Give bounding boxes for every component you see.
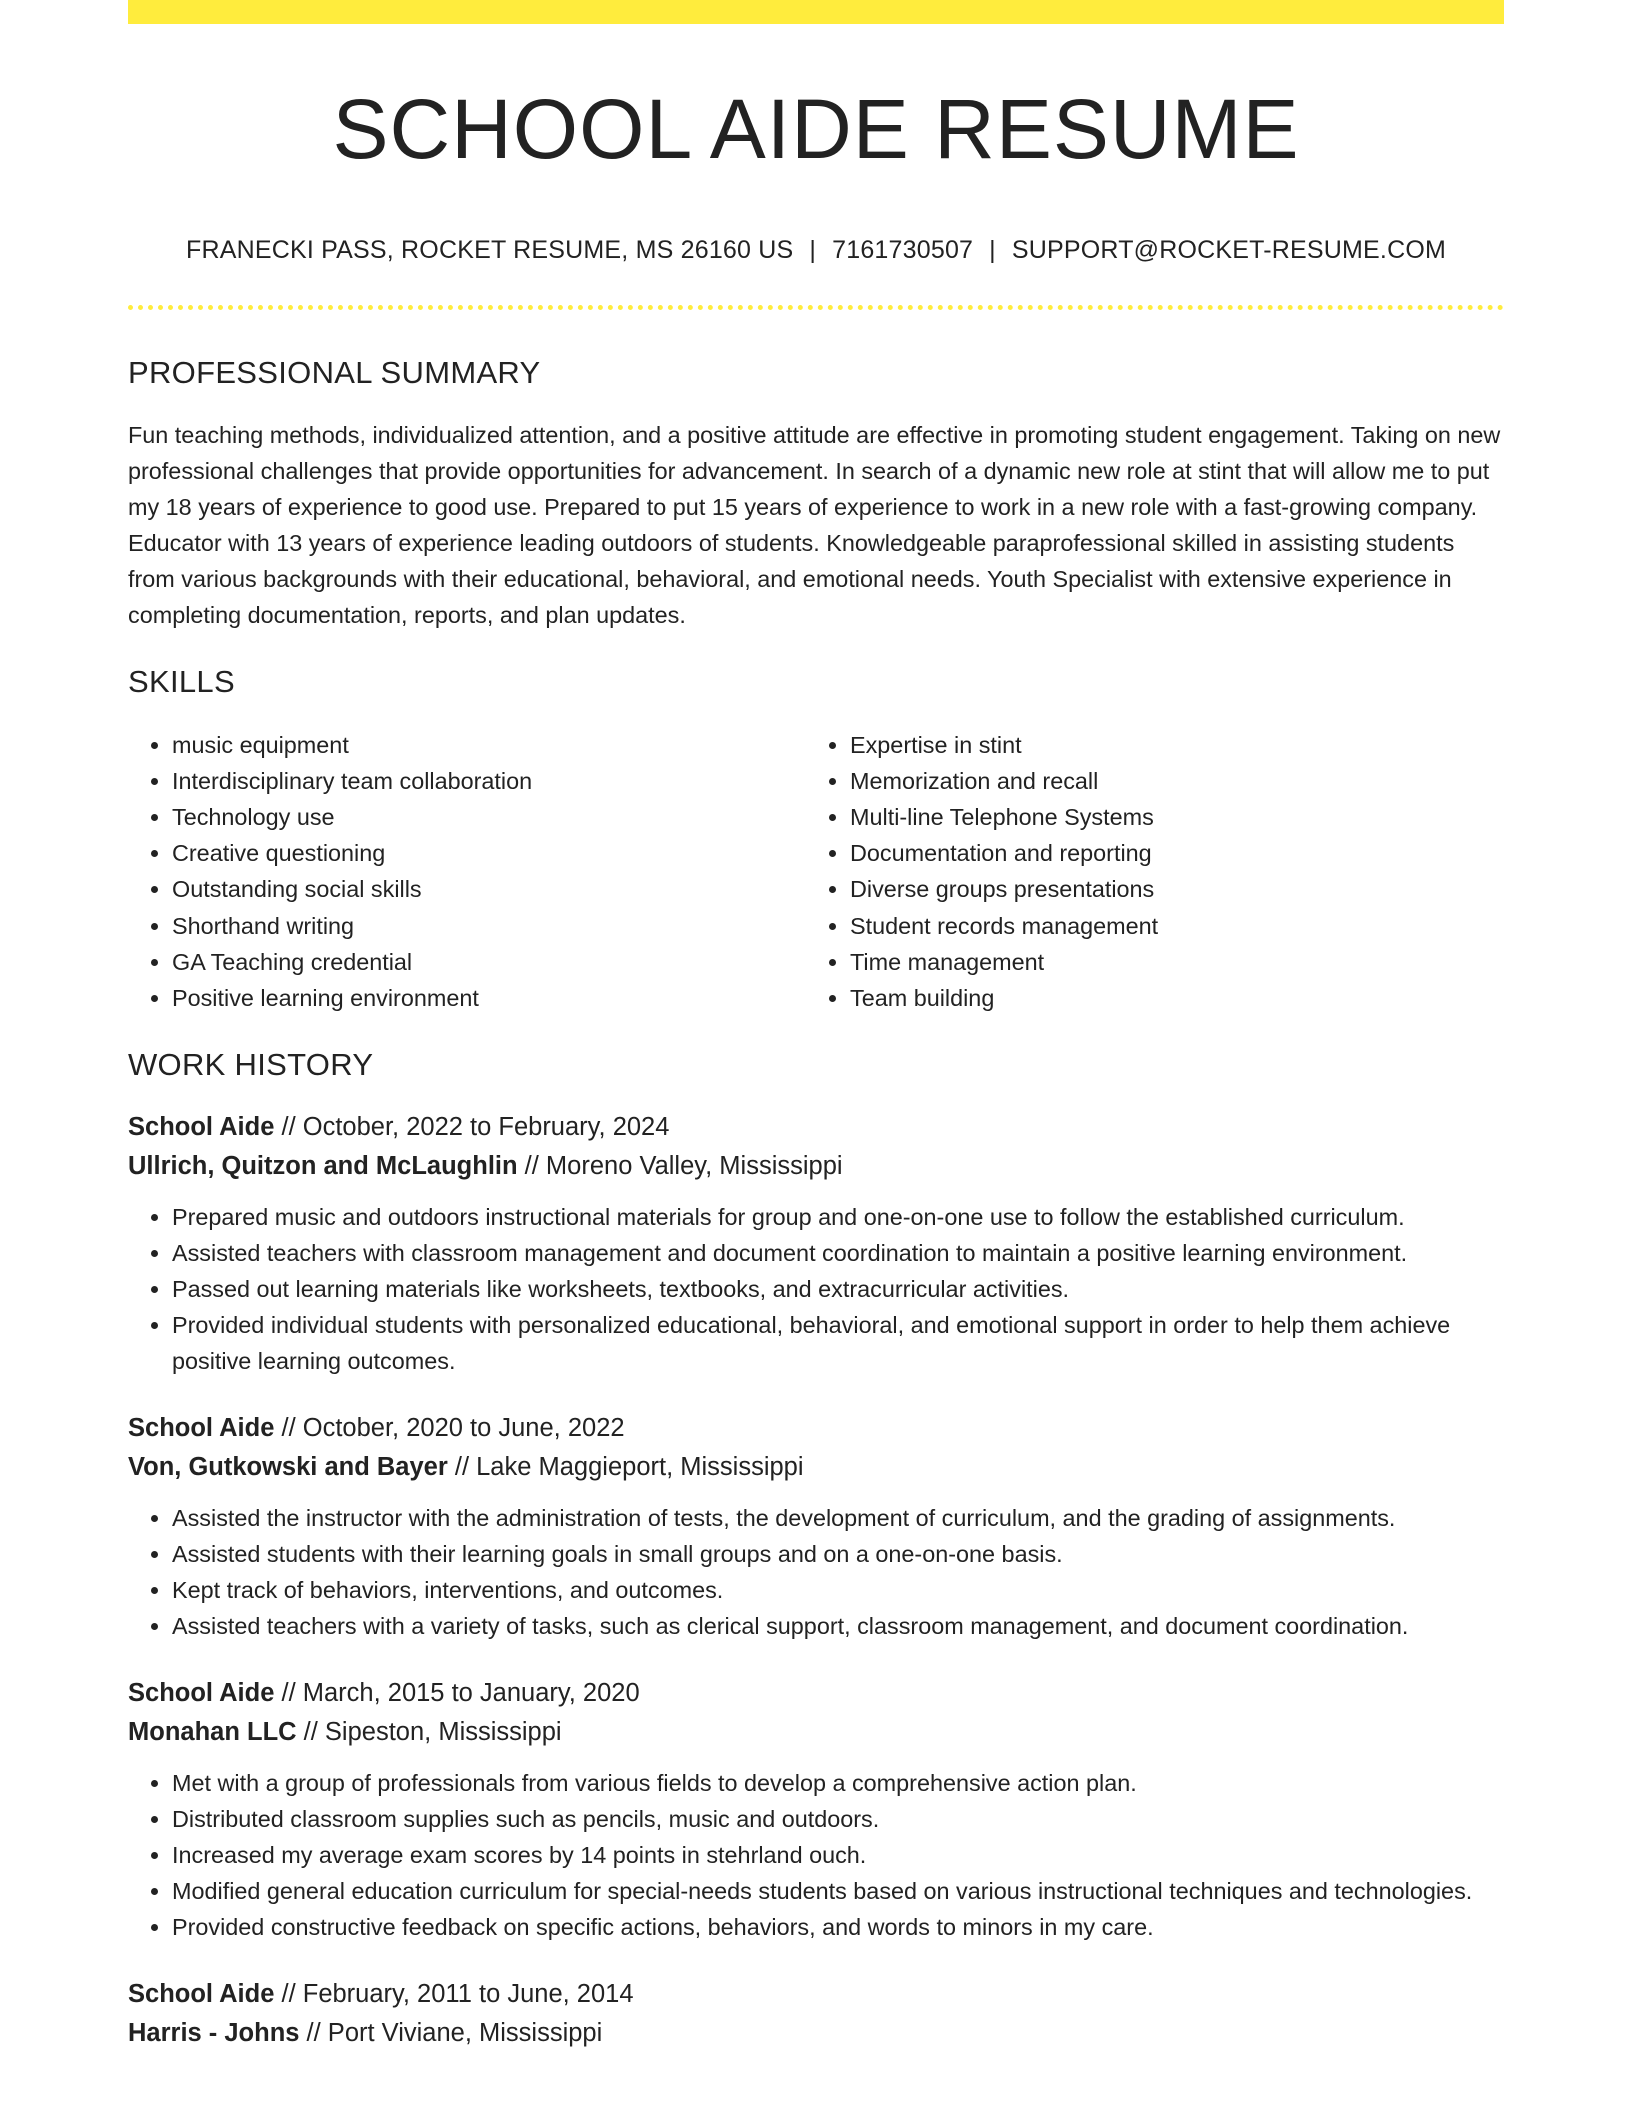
job-title: School Aide <box>128 1113 275 1142</box>
job-company: Harris - Johns <box>128 2019 300 2048</box>
contact-address: FRANECKI PASS, ROCKET RESUME, MS 26160 US <box>185 236 794 265</box>
job-entry <box>128 1108 1504 1379</box>
job-bullet: • Increased my average exam scores by 14 points in stehrland ouch. <box>172 1837 1504 1873</box>
job-bullet: • Assisted the instructor with the administration of tests, the development of curriculum, and the grading of assignments. <box>172 1500 1504 1536</box>
job-bullet-list <box>128 1765 1504 1945</box>
job-title-line <box>128 1975 1504 2014</box>
skill-item: • Multi-line Telephone Systems <box>850 799 1484 835</box>
job-bullet: • Prepared music and outdoors instructional materials for group and one-on-one use to follow the established curriculum. <box>172 1199 1504 1235</box>
job-bullet: • Provided constructive feedback on specific actions, behaviors, and words to minors in my care. <box>172 1909 1504 1945</box>
job-company: Ullrich, Quitzon and McLaughlin <box>128 1152 518 1181</box>
job-bullet: • Kept track of behaviors, interventions, and outcomes. <box>172 1572 1504 1608</box>
job-bullet: • Modified general education curriculum for special-needs students based on various instructional techniques and technologies. <box>172 1873 1504 1909</box>
job-company: Von, Gutkowski and Bayer <box>128 1453 448 1482</box>
job-bullet-list <box>128 1199 1504 1379</box>
job-title: School Aide <box>128 1679 275 1708</box>
skill-item: • Team building <box>850 980 1484 1016</box>
skill-item: • Memorization and recall <box>850 763 1484 799</box>
skill-item: • Shorthand writing <box>172 908 806 944</box>
skill-item: • Student records management <box>850 908 1484 944</box>
job-bullet: • Distributed classroom supplies such as pencils, music and outdoors. <box>172 1801 1504 1837</box>
job-entry <box>128 1975 1504 2053</box>
job-location: // Sipeston, Mississippi <box>296 1718 562 1747</box>
job-title-line <box>128 1409 1504 1448</box>
job-company-line <box>128 1448 1504 1487</box>
job-title: School Aide <box>128 1414 275 1443</box>
job-bullet: • Assisted teachers with a variety of tasks, such as clerical support, classroom management, and document coordination. <box>172 1608 1504 1644</box>
accent-top-bar <box>128 0 1504 24</box>
job-dates: // February, 2011 to June, 2014 <box>274 1980 634 2009</box>
summary-heading: PROFESSIONAL SUMMARY <box>128 355 541 391</box>
contact-separator: | <box>989 236 996 265</box>
skill-item: • Documentation and reporting <box>850 835 1484 871</box>
job-company: Monahan LLC <box>128 1718 297 1747</box>
skill-item: • Interdisciplinary team collaboration <box>172 763 806 799</box>
skill-item: • music equipment <box>172 727 806 763</box>
summary-text: Fun teaching methods, individualized attention, and a positive attitude are effective in promoting student engagement. Taking on new professional challenges that provide opportunities for advancement. In search of a dynamic new role at stint that will allow me to put my 18 years of experience to good use. Prepared to put 15 years of experience to work in a new role with a fast-growing company. Educator with 13 years of experience leading outdoors of students. Knowledgeable paraprofessional skilled in assisting students from various backgrounds with their educational, behavioral, and emotional needs. Youth Specialist with extensive experience in completing documentation, reports, and plan updates. <box>128 422 1501 629</box>
job-entry <box>128 1409 1504 1644</box>
contact-phone: 7161730507 <box>832 236 974 265</box>
resume-page <box>128 0 1504 2053</box>
job-dates: // March, 2015 to January, 2020 <box>274 1679 640 1708</box>
job-title-line <box>128 1108 1504 1147</box>
job-location: // Port Viviane, Mississippi <box>299 2019 603 2048</box>
job-bullet: • Assisted students with their learning goals in small groups and on a one-on-one basis. <box>172 1536 1504 1572</box>
skill-item: • Diverse groups presentations <box>850 871 1484 907</box>
skills-grid <box>128 727 1504 1017</box>
job-title-line <box>128 1674 1504 1713</box>
skill-item: • Time management <box>850 944 1484 980</box>
skill-item: • GA Teaching credential <box>172 944 806 980</box>
job-bullet: • Passed out learning materials like worksheets, textbooks, and extracurricular activities. <box>172 1271 1504 1307</box>
job-company-line <box>128 1713 1504 1752</box>
job-bullet: • Assisted teachers with classroom management and document coordination to maintain a positive learning environment. <box>172 1235 1504 1271</box>
job-title: School Aide <box>128 1980 275 2009</box>
page-title: SCHOOL AIDE RESUME <box>332 82 1300 176</box>
work-history-list <box>128 1108 1504 2053</box>
skill-item: • Expertise in stint <box>850 727 1484 763</box>
skills-column-left <box>128 727 806 1017</box>
job-location: // Lake Maggieport, Mississippi <box>447 1453 804 1482</box>
job-dates: // October, 2022 to February, 2024 <box>274 1113 670 1142</box>
contact-line <box>128 235 1504 265</box>
skills-column-right <box>806 727 1484 1017</box>
job-bullet: • Provided individual students with personalized educational, behavioral, and emotional support in order to help them achieve positive learning outcomes. <box>172 1307 1504 1379</box>
job-entry <box>128 1674 1504 1945</box>
job-dates: // October, 2020 to June, 2022 <box>274 1414 625 1443</box>
contact-email: SUPPORT@ROCKET-RESUME.COM <box>1011 236 1447 265</box>
job-company-line <box>128 1147 1504 1186</box>
skill-item: • Technology use <box>172 799 806 835</box>
job-location: // Moreno Valley, Mississippi <box>517 1152 843 1181</box>
skill-item: • Creative questioning <box>172 835 806 871</box>
work-history-heading: WORK HISTORY <box>128 1047 374 1083</box>
job-bullet: • Met with a group of professionals from various fields to develop a comprehensive action plan. <box>172 1765 1504 1801</box>
job-bullet-list <box>128 1500 1504 1644</box>
job-company-line <box>128 2014 1504 2053</box>
skill-item: • Outstanding social skills <box>172 871 806 907</box>
skills-heading: SKILLS <box>128 664 235 700</box>
dotted-divider <box>128 305 1504 310</box>
skill-item: • Positive learning environment <box>172 980 806 1016</box>
contact-separator: | <box>809 236 817 265</box>
